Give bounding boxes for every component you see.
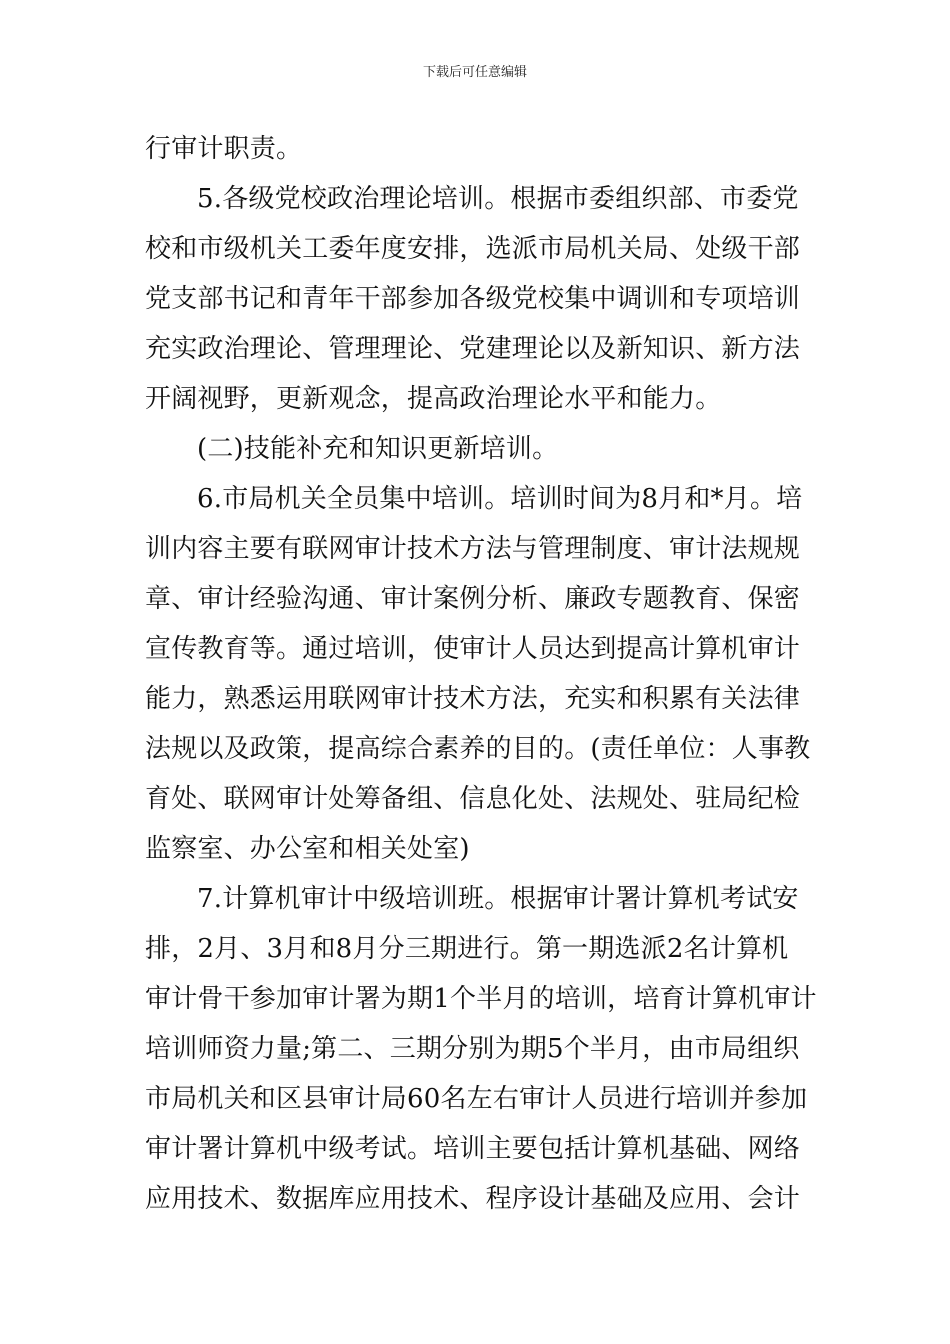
document-body bbox=[145, 124, 817, 1224]
section-heading: (二)技能补充和知识更新培训。 bbox=[197, 434, 559, 464]
text-line: 行审计职责。 bbox=[145, 134, 303, 164]
text-line: 章、审计经验沟通、审计案例分析、廉政专题教育、保密 bbox=[145, 584, 801, 614]
text-line: 应用技术、数据库应用技术、程序设计基础及应用、会计 bbox=[145, 1184, 801, 1214]
text-line: 审计骨干参加审计署为期1个半月的培训，培育计算机审计 bbox=[145, 984, 817, 1014]
text-line: 能力，熟悉运用联网审计技术方法，充实和积累有关法律 bbox=[145, 684, 801, 714]
text-line: 市局机关和区县审计局60名左右审计人员进行培训并参加 bbox=[145, 1084, 808, 1114]
text-line: 监察室、办公室和相关处室) bbox=[145, 834, 470, 864]
text-line: 排，2月、3月和8月分三期进行。第一期选派2名计算机 bbox=[145, 934, 789, 964]
text-line: 育处、联网审计处筹备组、信息化处、法规处、驻局纪检 bbox=[145, 784, 801, 814]
text-line: 充实政治理论、管理理论、党建理论以及新知识、新方法 bbox=[145, 334, 801, 364]
text-line: 法规以及政策，提高综合素养的目的。(责任单位：人事教 bbox=[145, 734, 811, 764]
paragraph-start-line: 5.各级党校政治理论培训。根据市委组织部、市委党 bbox=[197, 184, 799, 214]
text-line: 校和市级机关工委年度安排，选派市局机关局、处级干部 bbox=[145, 234, 801, 264]
page-header-note: 下载后可任意编辑 bbox=[422, 65, 527, 80]
text-line: 审计署计算机中级考试。培训主要包括计算机基础、网络 bbox=[145, 1134, 801, 1164]
text-line: 党支部书记和青年干部参加各级党校集中调训和专项培训 bbox=[145, 284, 801, 314]
text-line: 训内容主要有联网审计技术方法与管理制度、审计法规规 bbox=[145, 534, 801, 564]
paragraph-start-line: 7.计算机审计中级培训班。根据审计署计算机考试安 bbox=[197, 884, 799, 914]
paragraph-start-line: 6.市局机关全员集中培训。培训时间为8月和*月。培 bbox=[197, 484, 803, 514]
text-line: 培训师资力量;第二、三期分别为期5个半月，由市局组织 bbox=[145, 1034, 800, 1064]
text-line: 宣传教育等。通过培训，使审计人员达到提高计算机审计 bbox=[145, 634, 801, 664]
text-line: 开阔视野，更新观念，提高政治理论水平和能力。 bbox=[145, 384, 722, 414]
